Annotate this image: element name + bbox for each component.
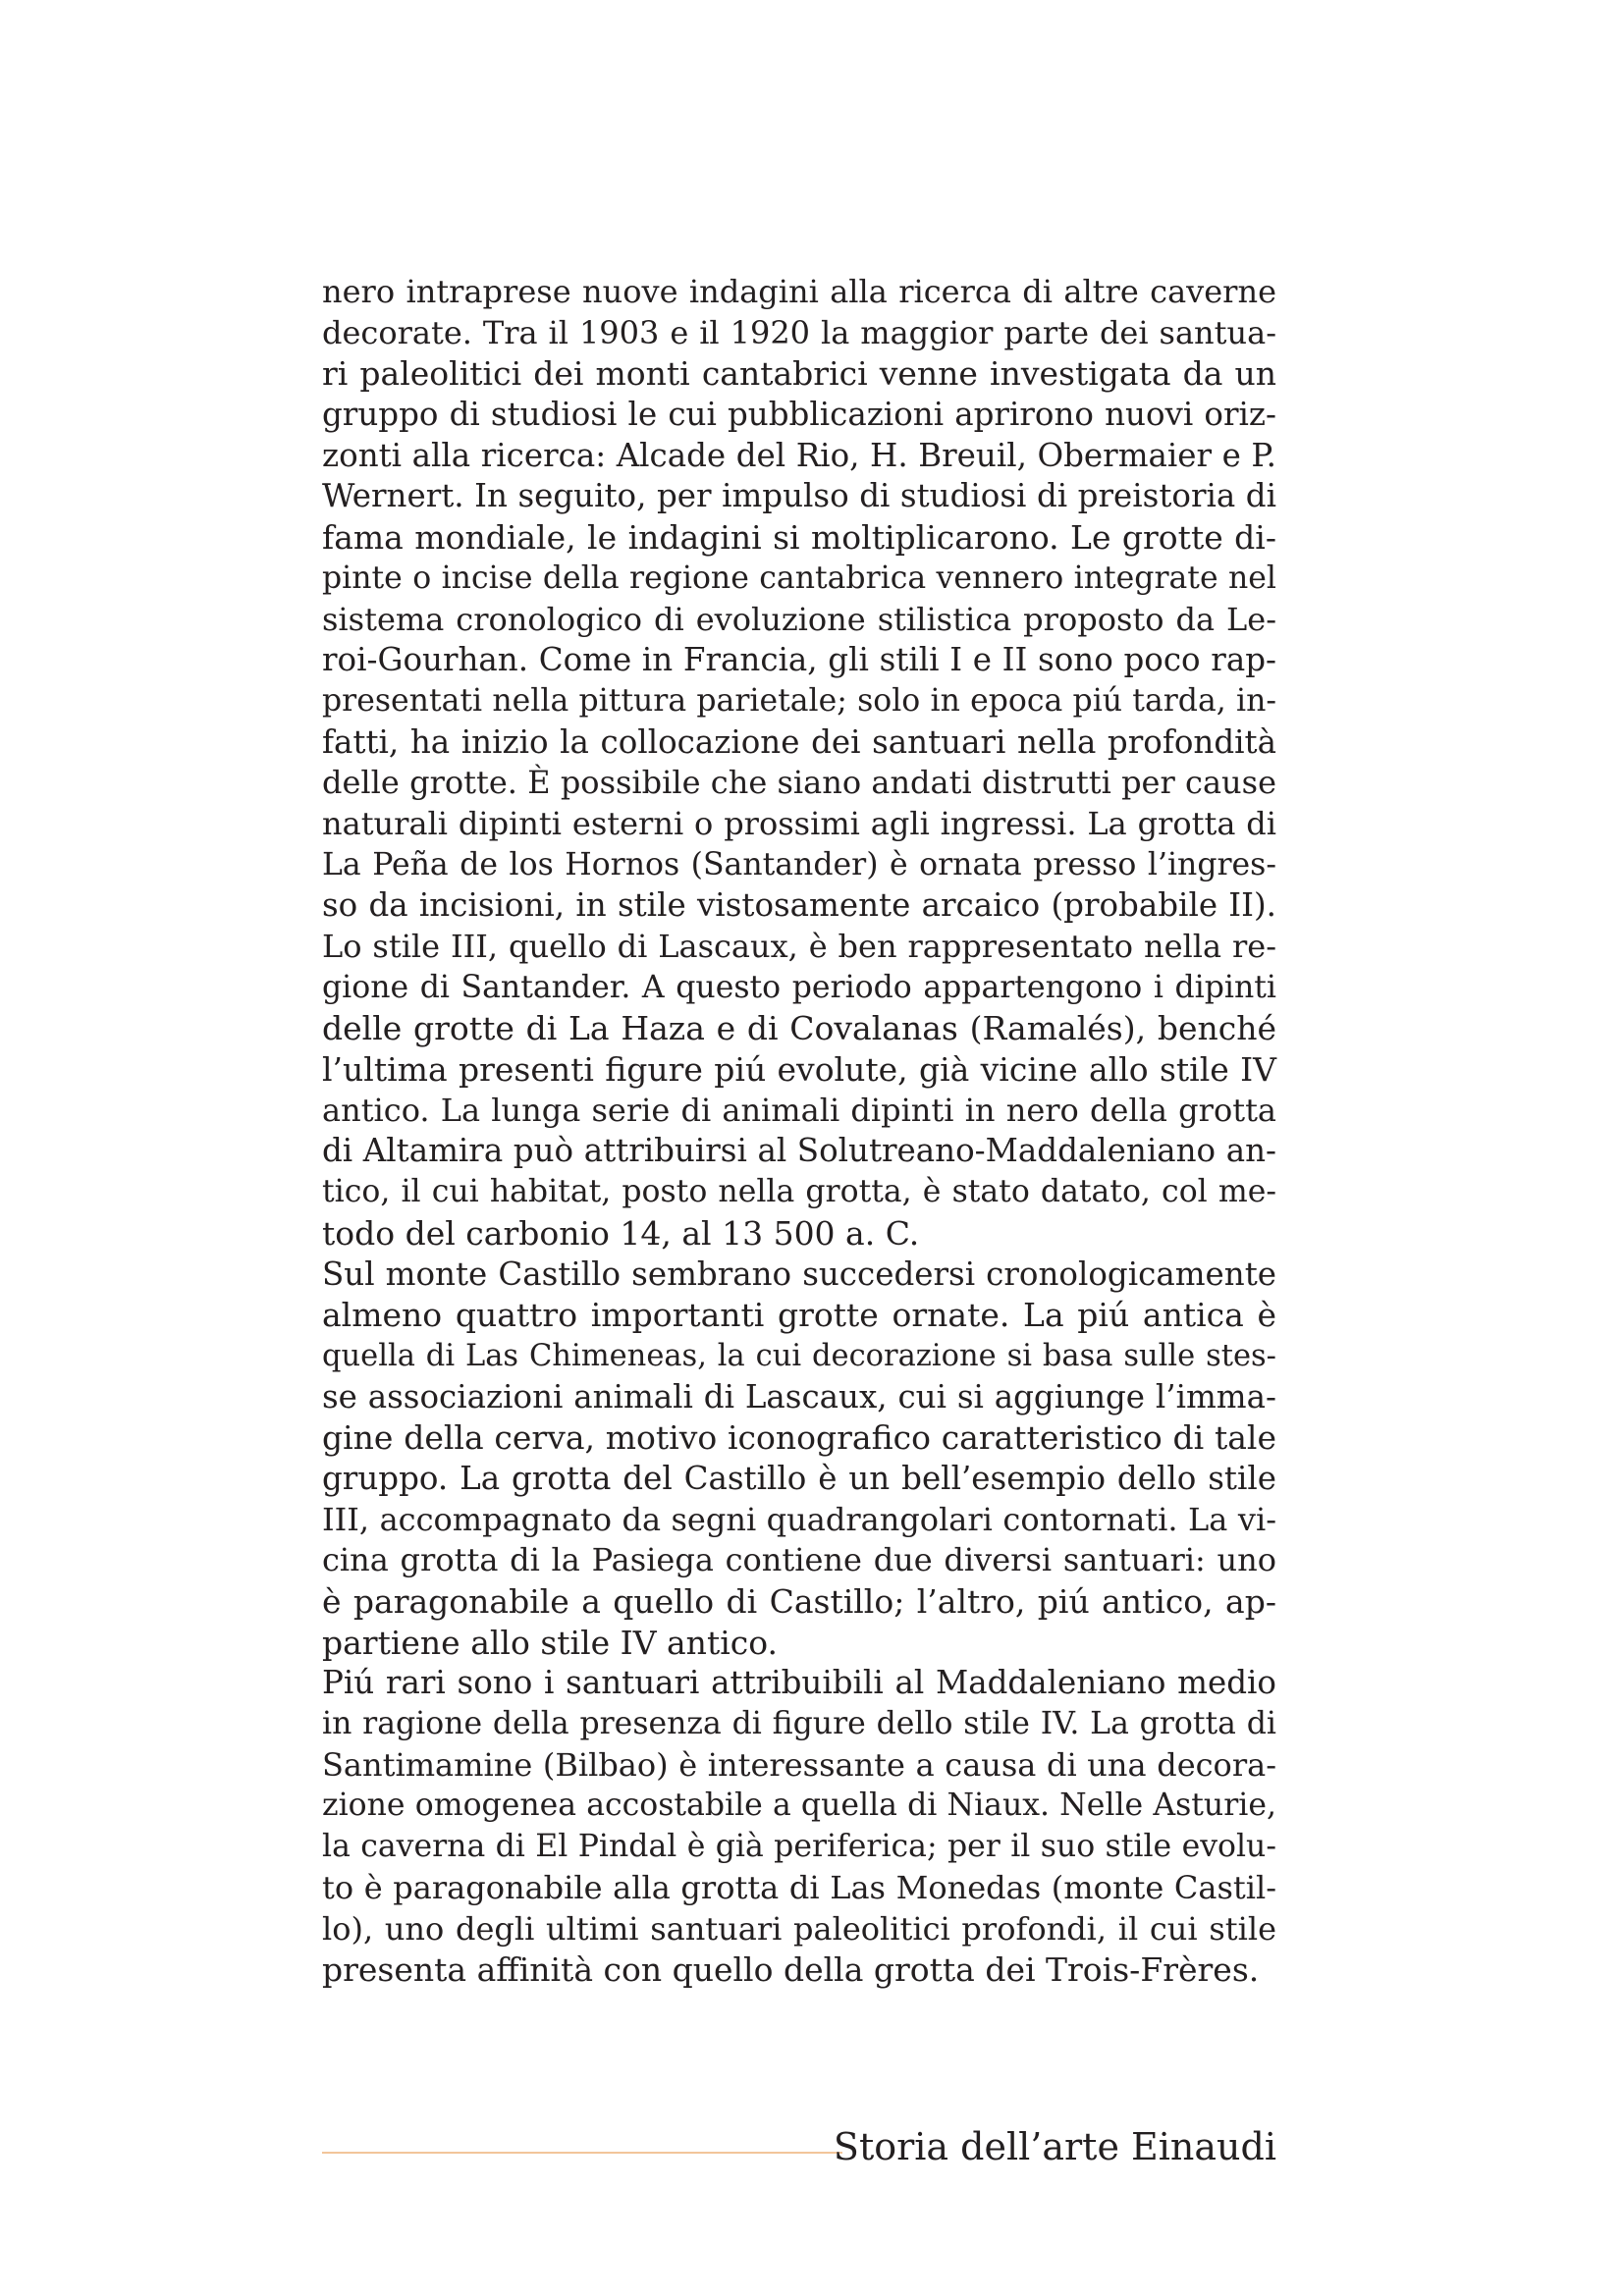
text-line: delle grotte di La Haza e di Covalanas (Ramalés), benché: [322, 1009, 1276, 1048]
text-line: ri paleolitici dei monti cantabrici venne investigata da un: [322, 354, 1276, 394]
text-line: gruppo di studiosi le cui pubblicazioni aprirono nuovi oriz-: [322, 396, 1276, 434]
paragraph: [322, 1663, 1276, 1991]
text-line: to è paragonabile alla grotta di Las Monedas (monte Castil-: [322, 1868, 1276, 1906]
paragraph: [322, 272, 1276, 1255]
text-line: gione di Santander. A questo periodo appartengono i dipinti: [322, 969, 1276, 1005]
text-line: naturali dipinti esterni o prossimi agli ingressi. La grotta di: [322, 804, 1276, 842]
text-line: Lo stile III, quello di Lascaux, è ben rappresentato nella re-: [322, 928, 1276, 965]
text-line: l’ultima presenti figure piú evolute, già vicine allo stile IV: [322, 1050, 1276, 1090]
text-line: so da incisioni, in stile vistosamente arcaico (probabile II).: [322, 886, 1276, 925]
text-line: partiene allo stile IV antico.: [322, 1623, 779, 1662]
text-line: III, accompagnato da segni quadrangolari contornati. La vi-: [322, 1500, 1276, 1538]
text-line: presenta affinità con quello della grotta dei Trois-Frères.: [322, 1950, 1260, 1990]
text-line: sistema cronologico di evoluzione stilistica proposto da Le-: [322, 600, 1276, 638]
text-line: Piú rari sono i santuari attribuibili al Maddaleniano medio: [322, 1664, 1276, 1702]
footer-rule: [322, 2152, 842, 2154]
text-line: Wernert. In seguito, per impulso di studiosi di preistoria di: [322, 477, 1276, 515]
text-line: nero intraprese nuove indagini alla ricerca di altre caverne: [322, 273, 1276, 310]
text-line: Santimamine (Bilbao) è interessante a causa di una decora-: [322, 1745, 1276, 1784]
text-line: antico. La lunga serie di animali dipinti in nero della grotta: [322, 1091, 1276, 1129]
text-line: è paragonabile a quello di Castillo; l’altro, piú antico, ap-: [322, 1582, 1276, 1621]
text-line: delle grotte. È possibile che siano andati distrutti per cause: [322, 764, 1276, 802]
text-line: cina grotta di la Pasiega contiene due diversi santuari: uno: [322, 1541, 1276, 1579]
text-line: in ragione della presenza di figure dello stile IV. La grotta di: [322, 1706, 1276, 1742]
text-line: gruppo. La grotta del Castillo è un bell’esempio dello stile: [322, 1459, 1276, 1497]
text-line: la caverna di El Pindal è già periferica; per il suo stile evolu-: [322, 1829, 1276, 1865]
text-line: fatti, ha inizio la collocazione dei santuari nella profondità: [322, 722, 1276, 761]
text-line: zonti alla ricerca: Alcade del Rio, H. Breuil, Obermaier e P.: [322, 436, 1276, 474]
footer-label: Storia dell’arte Einaudi: [833, 2125, 1276, 2168]
body-text: [322, 272, 1276, 1991]
text-line: presentati nella pittura parietale; solo in epoca piú tarda, in-: [322, 682, 1276, 719]
text-line: La Peña de los Hornos (Santander) è ornata presso l’ingres-: [322, 846, 1276, 882]
text-line: lo), uno degli ultimi santuari paleolitici profondi, il cui stile: [322, 1909, 1276, 1948]
text-line: di Altamira può attribuirsi al Solutreano-Maddaleniano an-: [322, 1132, 1276, 1170]
text-line: todo del carbonio 14, al 13 500 a. C.: [322, 1213, 920, 1253]
text-line: decorate. Tra il 1903 e il 1920 la maggior parte dei santua-: [322, 313, 1276, 351]
text-line: quella di Las Chimeneas, la cui decorazione si basa sulle stes-: [322, 1338, 1276, 1373]
text-line: fama mondiale, le indagini si moltiplicarono. Le grotte di-: [322, 518, 1276, 558]
text-line: Sul monte Castillo sembrano succedersi cronologicamente: [322, 1255, 1276, 1293]
text-line: tico, il cui habitat, posto nella grotta, è stato datato, col me-: [322, 1174, 1276, 1210]
text-line: roi-Gourhan. Come in Francia, gli stili I e II sono poco rap-: [322, 641, 1276, 679]
text-line: gine della cerva, motivo iconografico caratteristico di tale: [322, 1418, 1276, 1458]
text-line: almeno quattro importanti grotte ornate. La piú antica è: [322, 1296, 1276, 1335]
text-line: zione omogenea accostabile a quella di Niaux. Nelle Asturie,: [322, 1788, 1276, 1824]
text-line: pinte o incise della regione cantabrica vennero integrate nel: [322, 560, 1276, 596]
text-line: se associazioni animali di Lascaux, cui si aggiunge l’imma-: [322, 1377, 1276, 1415]
paragraph: [322, 1255, 1276, 1664]
